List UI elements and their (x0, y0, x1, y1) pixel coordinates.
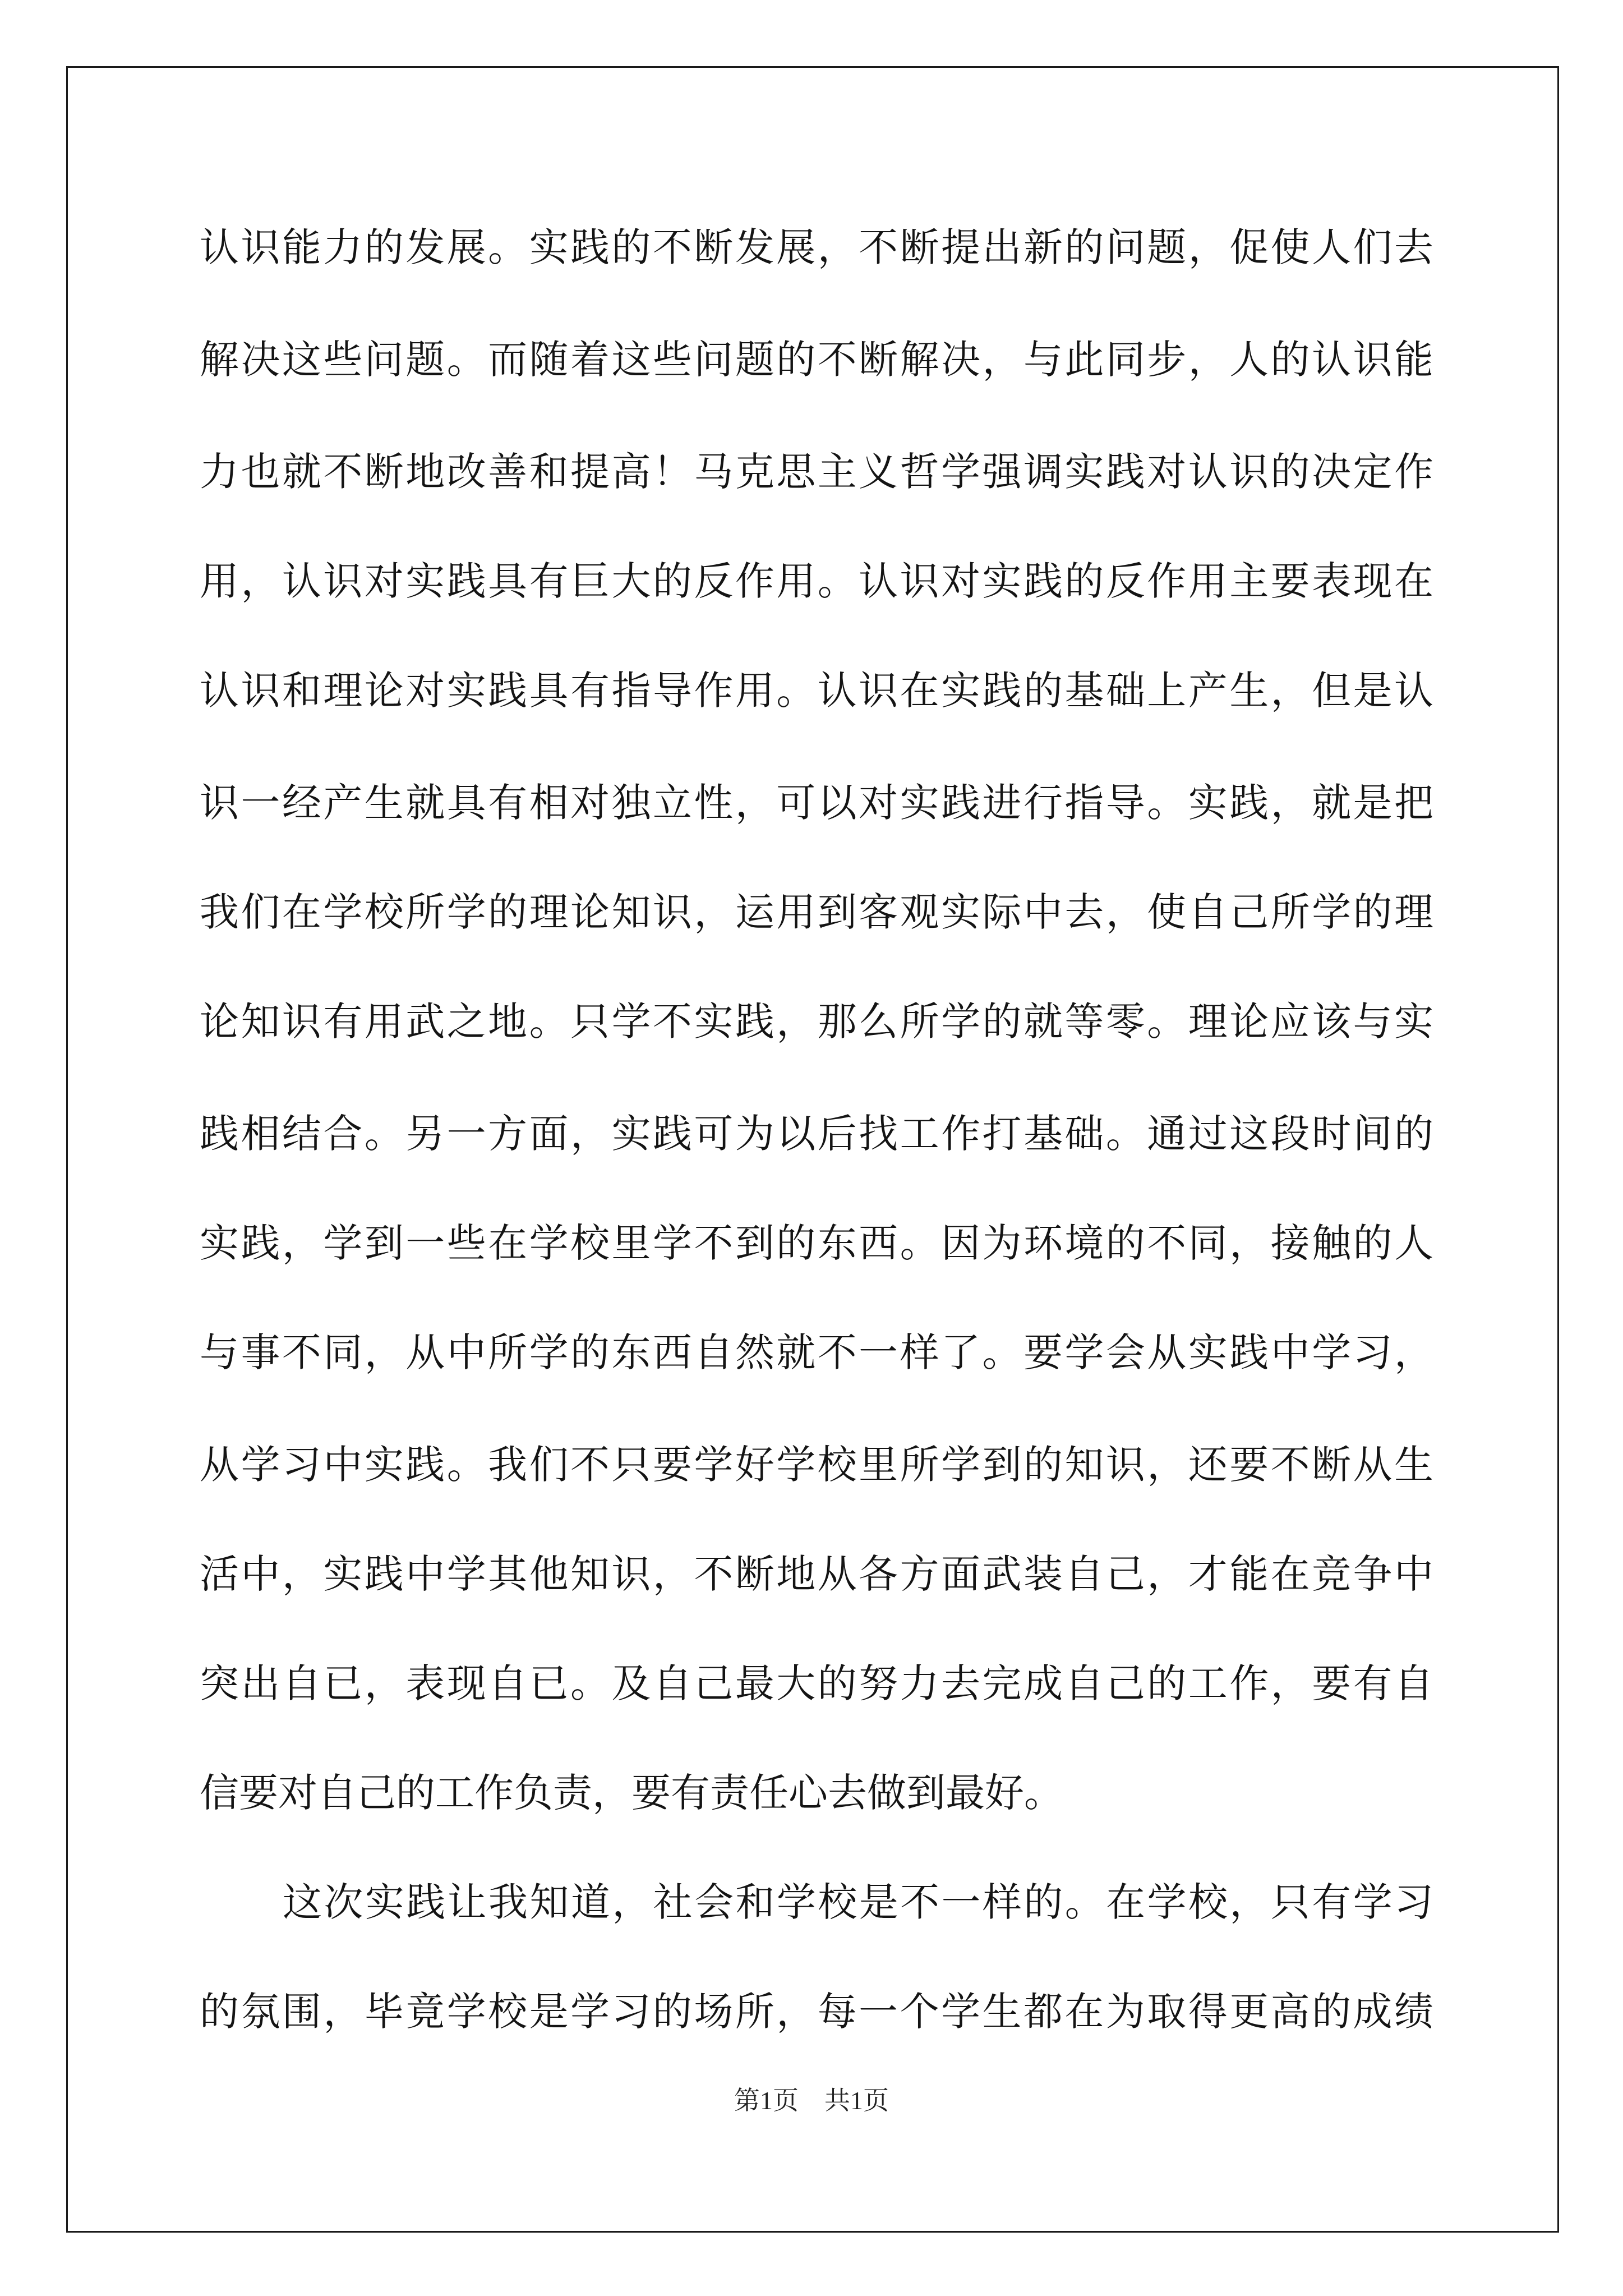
page-footer (0, 2084, 1623, 2118)
body-line-3: 力也就不断地改善和提高！马克思主义哲学强调实践对认识的决定作 (200, 449, 1433, 495)
body-line-11: 与事不同，从中所学的东西自然就不一样了。要学会从实践中学习， (200, 1329, 1433, 1375)
page-total: 共1页 (824, 2086, 889, 2115)
body-line-15: 信要对自己的工作负责，要有责任心去做到最好。 (200, 1770, 1063, 1816)
body-line-1: 认识能力的发展。实践的不断发展，不断提出新的问题，促使人们去 (200, 224, 1433, 270)
body-line-8: 论知识有用武之地。只学不实践，那么所学的就等零。理论应该与实 (200, 999, 1433, 1045)
paragraph-2-line-2: 的氛围，毕竟学校是学习的场所，每一个学生都在为取得更高的成绩 (200, 1989, 1433, 2035)
body-line-4: 用，认识对实践具有巨大的反作用。认识对实践的反作用主要表现在 (200, 558, 1433, 604)
paragraph-2-line-1: 这次实践让我知道，社会和学校是不一样的。在学校，只有学习 (283, 1879, 1433, 1925)
document-body (200, 0, 1433, 2035)
body-line-6: 识一经产生就具有相对独立性，可以对实践进行指导。实践，就是把 (200, 780, 1433, 826)
body-line-2: 解决这些问题。而随着这些问题的不断解决，与此同步，人的认识能 (200, 337, 1433, 383)
body-line-14: 突出自已，表现自已。及自己最大的努力去完成自己的工作，要有自 (200, 1660, 1433, 1706)
page-number: 第1页 (734, 2086, 799, 2115)
body-line-7: 我们在学校所学的理论知识，运用到客观实际中去，使自己所学的理 (200, 889, 1433, 935)
body-line-5: 认识和理论对实践具有指导作用。认识在实践的基础上产生，但是认 (200, 668, 1433, 714)
body-line-10: 实践，学到一些在学校里学不到的东西。因为环境的不同，接触的人 (200, 1220, 1433, 1266)
body-line-12: 从学习中实践。我们不只要学好学校里所学到的知识，还要不断从生 (200, 1442, 1433, 1488)
body-line-9: 践相结合。另一方面，实践可为以后找工作打基础。通过这段时间的 (200, 1111, 1433, 1157)
body-line-13: 活中，实践中学其他知识，不断地从各方面武装自己，才能在竞争中 (200, 1551, 1433, 1597)
